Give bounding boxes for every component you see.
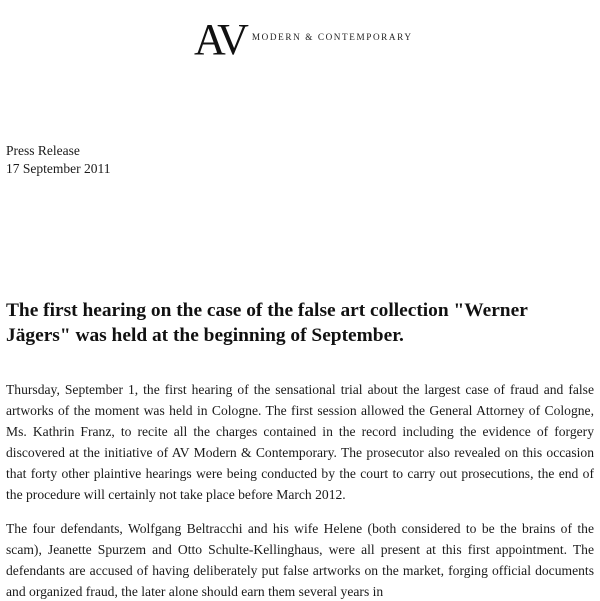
article-paragraph: Thursday, September 1, the first hearing of the sensational trial about the largest case of fraud and false artworks of the moment was held in Cologne. The first session allowed the General Attorney of Cologne, Ms. Kathrin Franz, to recite all the charges contained in the record including the evidence of forgery discovered at the initiative of AV Modern & Contemporary. The prosecutor also revealed on this occasion that forty other plaintive hearings were being conducted by the court to carry out prosecutions, the end of the procedure will certainly not take place before March 2012. — [6, 382, 594, 502]
release-date: 17 September 2011 — [6, 161, 111, 176]
press-release-meta — [6, 142, 110, 178]
article-headline: The first hearing on the case of the false art collection "Werner Jägers" was held at the beginning of September. — [6, 300, 528, 346]
document-type-label: Press Release — [6, 143, 80, 158]
company-logo — [194, 15, 413, 64]
logo-tagline: MODERN & CONTEMPORARY — [251, 32, 413, 42]
article-paragraph: The four defendants, Wolfgang Beltracchi and his wife Helene (both considered to be the brains of the scam), Jeanette Spurzem and Otto Schulte-Kellinghaus, were all present at this first appointment. The defendants are accused of having deliberately put false artworks on the market, forging official documents and organized fraud, the later alone should earn them several years in — [6, 521, 594, 599]
logo-mark: AV — [194, 15, 246, 64]
